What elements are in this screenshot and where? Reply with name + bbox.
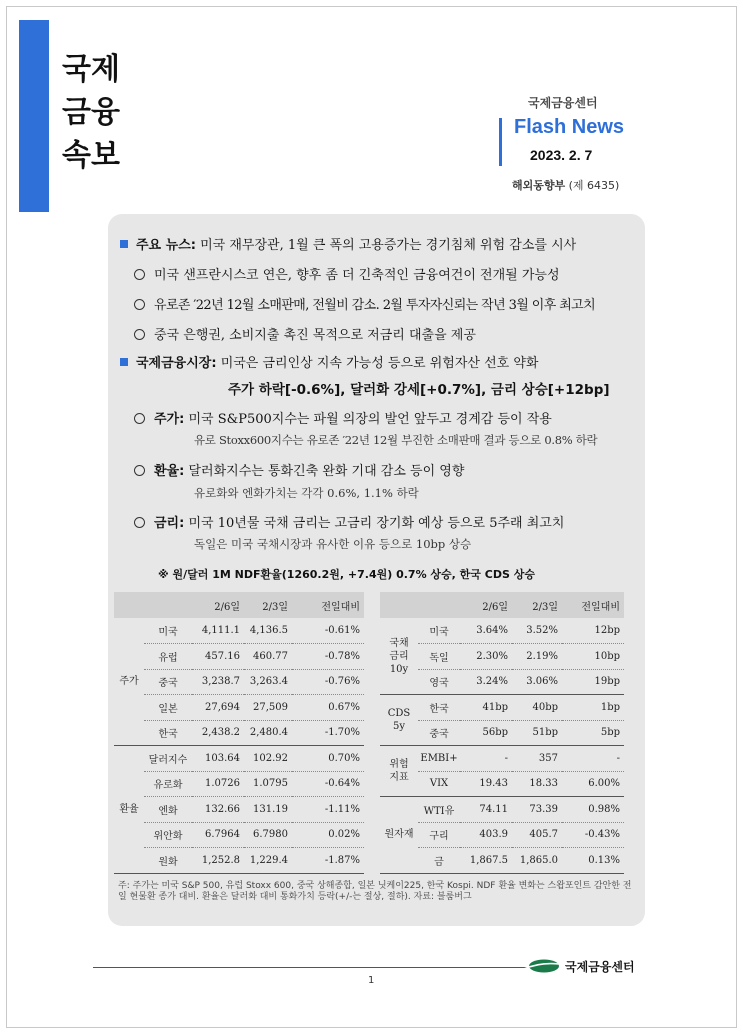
- table-group-label: 국채 금리 10y: [380, 618, 418, 695]
- table-cell: 1,867.5: [460, 848, 512, 874]
- table-cell: -0.43%: [562, 822, 624, 848]
- table-cell: 1bp: [562, 695, 624, 721]
- table-row: [114, 771, 364, 797]
- market-label: 국제금융시장:: [136, 356, 217, 371]
- table-cell: 3,263.4: [244, 669, 292, 695]
- market-table-left: [114, 592, 364, 874]
- square-bullet-icon: [120, 358, 128, 366]
- table-cell: 131.19: [244, 797, 292, 823]
- table-cell: 103.64: [192, 746, 244, 772]
- flash-news-brand: Flash News: [514, 116, 625, 138]
- table-header-cell: 2/3일: [244, 592, 292, 618]
- table-header-cell: 2/3일: [512, 592, 562, 618]
- table-cell: 1.0726: [192, 771, 244, 797]
- department: [512, 177, 619, 193]
- market-item-fx: [134, 460, 464, 479]
- table-cell: 1,252.8: [192, 848, 244, 874]
- table-cell: -0.76%: [292, 669, 364, 695]
- table-group-label: 환율: [114, 746, 144, 874]
- table-row-name: 금: [418, 848, 460, 874]
- market-item-text: 미국 10년물 국채 금리는 고금리 장기화 예상 등으로 5주래 최고치: [188, 516, 565, 531]
- news-bullet: [134, 264, 560, 283]
- table-cell: 3.64%: [460, 618, 512, 644]
- footer-rule: [93, 967, 543, 968]
- table-cell: 2.30%: [460, 644, 512, 670]
- table-footnote: 주: 주가는 미국 S&P 500, 유럽 Stoxx 600, 중국 상해종합, 일본 닛케이225, 한국 Kospi. NDF 환율 변화는 스왑포인트 감안한 전일 현물환 종가 대비. 환율은 달러화 대비 통화가치 등락(+/-는 절상, 절하). 자료: 블룸버그: [118, 881, 632, 902]
- table-header-row: [380, 592, 624, 618]
- circle-bullet-icon: [134, 465, 145, 476]
- market-item-sub: 유로화와 엔화가치는 각각 0.6%, 1.1% 하락: [194, 486, 419, 500]
- table-row: [114, 669, 364, 695]
- table-header-cell: 2/6일: [460, 592, 512, 618]
- circle-bullet-icon: [134, 517, 145, 528]
- news-bullet: [134, 294, 595, 313]
- table-cell: -0.78%: [292, 644, 364, 670]
- department-name: 해외동향부: [512, 179, 566, 192]
- table-row-name: 한국: [144, 720, 192, 746]
- table-header-cell: [114, 592, 144, 618]
- table-row: [114, 822, 364, 848]
- table-cell: 132.66: [192, 797, 244, 823]
- table-cell: -1.11%: [292, 797, 364, 823]
- table-row: [114, 746, 364, 772]
- doc-title: [62, 48, 120, 177]
- table-cell: 405.7: [512, 822, 562, 848]
- table-row: [114, 618, 364, 644]
- table-row: [114, 695, 364, 721]
- table-group-label: CDS 5y: [380, 695, 418, 746]
- table-cell: 0.98%: [562, 797, 624, 823]
- table-cell: 5bp: [562, 720, 624, 746]
- news-bullet-text: 미국 샌프란시스코 연은, 향후 좀 더 긴축적인 금융여건이 전개될 가능성: [154, 268, 560, 283]
- table-cell: 3.52%: [512, 618, 562, 644]
- table-row: [380, 695, 624, 721]
- table-cell: -0.61%: [292, 618, 364, 644]
- circle-bullet-icon: [134, 329, 145, 340]
- main-news-label: 주요 뉴스:: [136, 238, 196, 253]
- table-cell: 74.11: [460, 797, 512, 823]
- table-cell: 460.77: [244, 644, 292, 670]
- table-cell: 1.0795: [244, 771, 292, 797]
- table-cell: 12bp: [562, 618, 624, 644]
- table-row-name: 구리: [418, 822, 460, 848]
- table-header-cell: [418, 592, 460, 618]
- title-accent-bar: [19, 20, 49, 212]
- table-row-name: VIX: [418, 771, 460, 797]
- table-cell: 102.92: [244, 746, 292, 772]
- table-cell: -1.87%: [292, 848, 364, 874]
- ndf-note: ※ 원/달러 1M NDF환율(1260.2원, +7.4원) 0.7% 상승, 한국 CDS 상승: [158, 568, 535, 581]
- market-table-right: [380, 592, 624, 874]
- table-cell: 2,438.2: [192, 720, 244, 746]
- table-right-wrap: [380, 592, 624, 874]
- market-text: 미국은 금리인상 지속 가능성 등으로 위험자산 선호 약화: [220, 356, 539, 371]
- table-cell: -1.70%: [292, 720, 364, 746]
- table-cell: 457.16: [192, 644, 244, 670]
- market-item-label: 주가:: [154, 412, 185, 427]
- table-cell: 6.00%: [562, 771, 624, 797]
- table-row-name: 달러지수: [144, 746, 192, 772]
- table-cell: 3.24%: [460, 669, 512, 695]
- table-header-cell: 전일대비: [292, 592, 364, 618]
- header-divider: [499, 118, 502, 166]
- table-cell: 2.19%: [512, 644, 562, 670]
- table-header-cell: 2/6일: [192, 592, 244, 618]
- table-cell: -: [460, 746, 512, 772]
- table-cell: 27,509: [244, 695, 292, 721]
- table-row-name: 한국: [418, 695, 460, 721]
- market-item-label: 금리:: [154, 516, 185, 531]
- table-cell: 357: [512, 746, 562, 772]
- table-row: [114, 720, 364, 746]
- table-cell: 1,865.0: [512, 848, 562, 874]
- table-cell: 18.33: [512, 771, 562, 797]
- market-item-rates: [134, 512, 564, 531]
- table-cell: 27,694: [192, 695, 244, 721]
- table-header-cell: [144, 592, 192, 618]
- news-bullet: [134, 324, 476, 343]
- market-item-sub: 독일은 미국 국채시장과 유사한 이유 등으로 10bp 상승: [194, 537, 472, 551]
- table-cell: 4,111.1: [192, 618, 244, 644]
- table-left-wrap: [114, 592, 364, 874]
- table-cell: 6.7980: [244, 822, 292, 848]
- doc-title-line: 속보: [62, 138, 120, 173]
- table-cell: 73.39: [512, 797, 562, 823]
- table-cell: -0.64%: [292, 771, 364, 797]
- table-cell: 0.02%: [292, 822, 364, 848]
- table-row-name: 영국: [418, 669, 460, 695]
- table-row: [114, 848, 364, 874]
- table-cell: 51bp: [512, 720, 562, 746]
- market-item-label: 환율:: [154, 464, 185, 479]
- department-ext: (제 6435): [568, 179, 620, 192]
- table-cell: 56bp: [460, 720, 512, 746]
- doc-title-line: 국제: [62, 52, 120, 87]
- header-org: 국제금융센터: [528, 96, 598, 110]
- table-row-name: 위안화: [144, 822, 192, 848]
- table-header-row: [114, 592, 364, 618]
- table-row: [380, 618, 624, 644]
- table-row-name: EMBI+: [418, 746, 460, 772]
- market-item-sub: 유로 Stoxx600지수는 유로존 ′22년 12월 부진한 소매판매 결과 등으로 0.8% 하락: [194, 433, 598, 447]
- footer-org: 국제금융센터: [565, 960, 635, 974]
- circle-bullet-icon: [134, 269, 145, 280]
- market-item-text: 미국 S&P500지수는 파월 의장의 발언 앞두고 경계감 등이 작용: [188, 412, 552, 427]
- table-cell: 0.67%: [292, 695, 364, 721]
- news-bullet-text: 중국 은행권, 소비지출 촉진 목적으로 저금리 대출을 제공: [154, 328, 476, 343]
- market-item-stocks: [134, 408, 552, 427]
- table-row: [114, 644, 364, 670]
- table-row-name: 원화: [144, 848, 192, 874]
- table-cell: 403.9: [460, 822, 512, 848]
- circle-bullet-icon: [134, 299, 145, 310]
- table-cell: 19bp: [562, 669, 624, 695]
- table-group-label: 주가: [114, 618, 144, 746]
- table-cell: 19.43: [460, 771, 512, 797]
- circle-bullet-icon: [134, 413, 145, 424]
- main-news-text: 미국 재무장관, 1월 큰 폭의 고용증가는 경기침체 위험 감소를 시사: [200, 238, 577, 253]
- table-group-label: 위험 지표: [380, 746, 418, 797]
- table-header-cell: [380, 592, 418, 618]
- table-row: [114, 797, 364, 823]
- table-cell: 4,136.5: [244, 618, 292, 644]
- table-row-name: 일본: [144, 695, 192, 721]
- table-cell: -: [562, 746, 624, 772]
- table-cell: 41bp: [460, 695, 512, 721]
- table-row-name: 중국: [144, 669, 192, 695]
- news-bullet-text: 유로존 ′22년 12월 소매판매, 전월비 감소. 2월 투자자신뢰는 작년 3월 이후 최고치: [154, 298, 596, 313]
- table-group-label: 원자재: [380, 797, 418, 874]
- square-bullet-icon: [120, 240, 128, 248]
- doc-title-line: 금융: [62, 95, 120, 130]
- market-summary-bold: 주가 하락[-0.6%], 달러화 강세[+0.7%], 금리 상승[+12bp]: [228, 382, 610, 398]
- table-cell: 10bp: [562, 644, 624, 670]
- table-row-name: 유럽: [144, 644, 192, 670]
- table-cell: 40bp: [512, 695, 562, 721]
- table-row: [380, 746, 624, 772]
- table-cell: 3.06%: [512, 669, 562, 695]
- table-cell: 1,229.4: [244, 848, 292, 874]
- table-cell: 0.70%: [292, 746, 364, 772]
- publish-date: 2023. 2. 7: [530, 147, 593, 163]
- market-item-text: 달러화지수는 통화긴축 완화 기대 감소 등이 영향: [188, 464, 465, 479]
- table-row-name: 엔화: [144, 797, 192, 823]
- table-cell: 2,480.4: [244, 720, 292, 746]
- table-cell: 3,238.7: [192, 669, 244, 695]
- table-row-name: 미국: [418, 618, 460, 644]
- table-row: [380, 797, 624, 823]
- table-row-name: 미국: [144, 618, 192, 644]
- table-row-name: 중국: [418, 720, 460, 746]
- main-news-line: [120, 234, 576, 253]
- market-line: [120, 352, 538, 371]
- table-row-name: WTI유: [418, 797, 460, 823]
- kcif-logo-icon: [522, 958, 560, 974]
- page-number: 1: [368, 975, 375, 986]
- table-row-name: 독일: [418, 644, 460, 670]
- table-row-name: 유로화: [144, 771, 192, 797]
- table-cell: 6.7964: [192, 822, 244, 848]
- table-header-cell: 전일대비: [562, 592, 624, 618]
- table-cell: 0.13%: [562, 848, 624, 874]
